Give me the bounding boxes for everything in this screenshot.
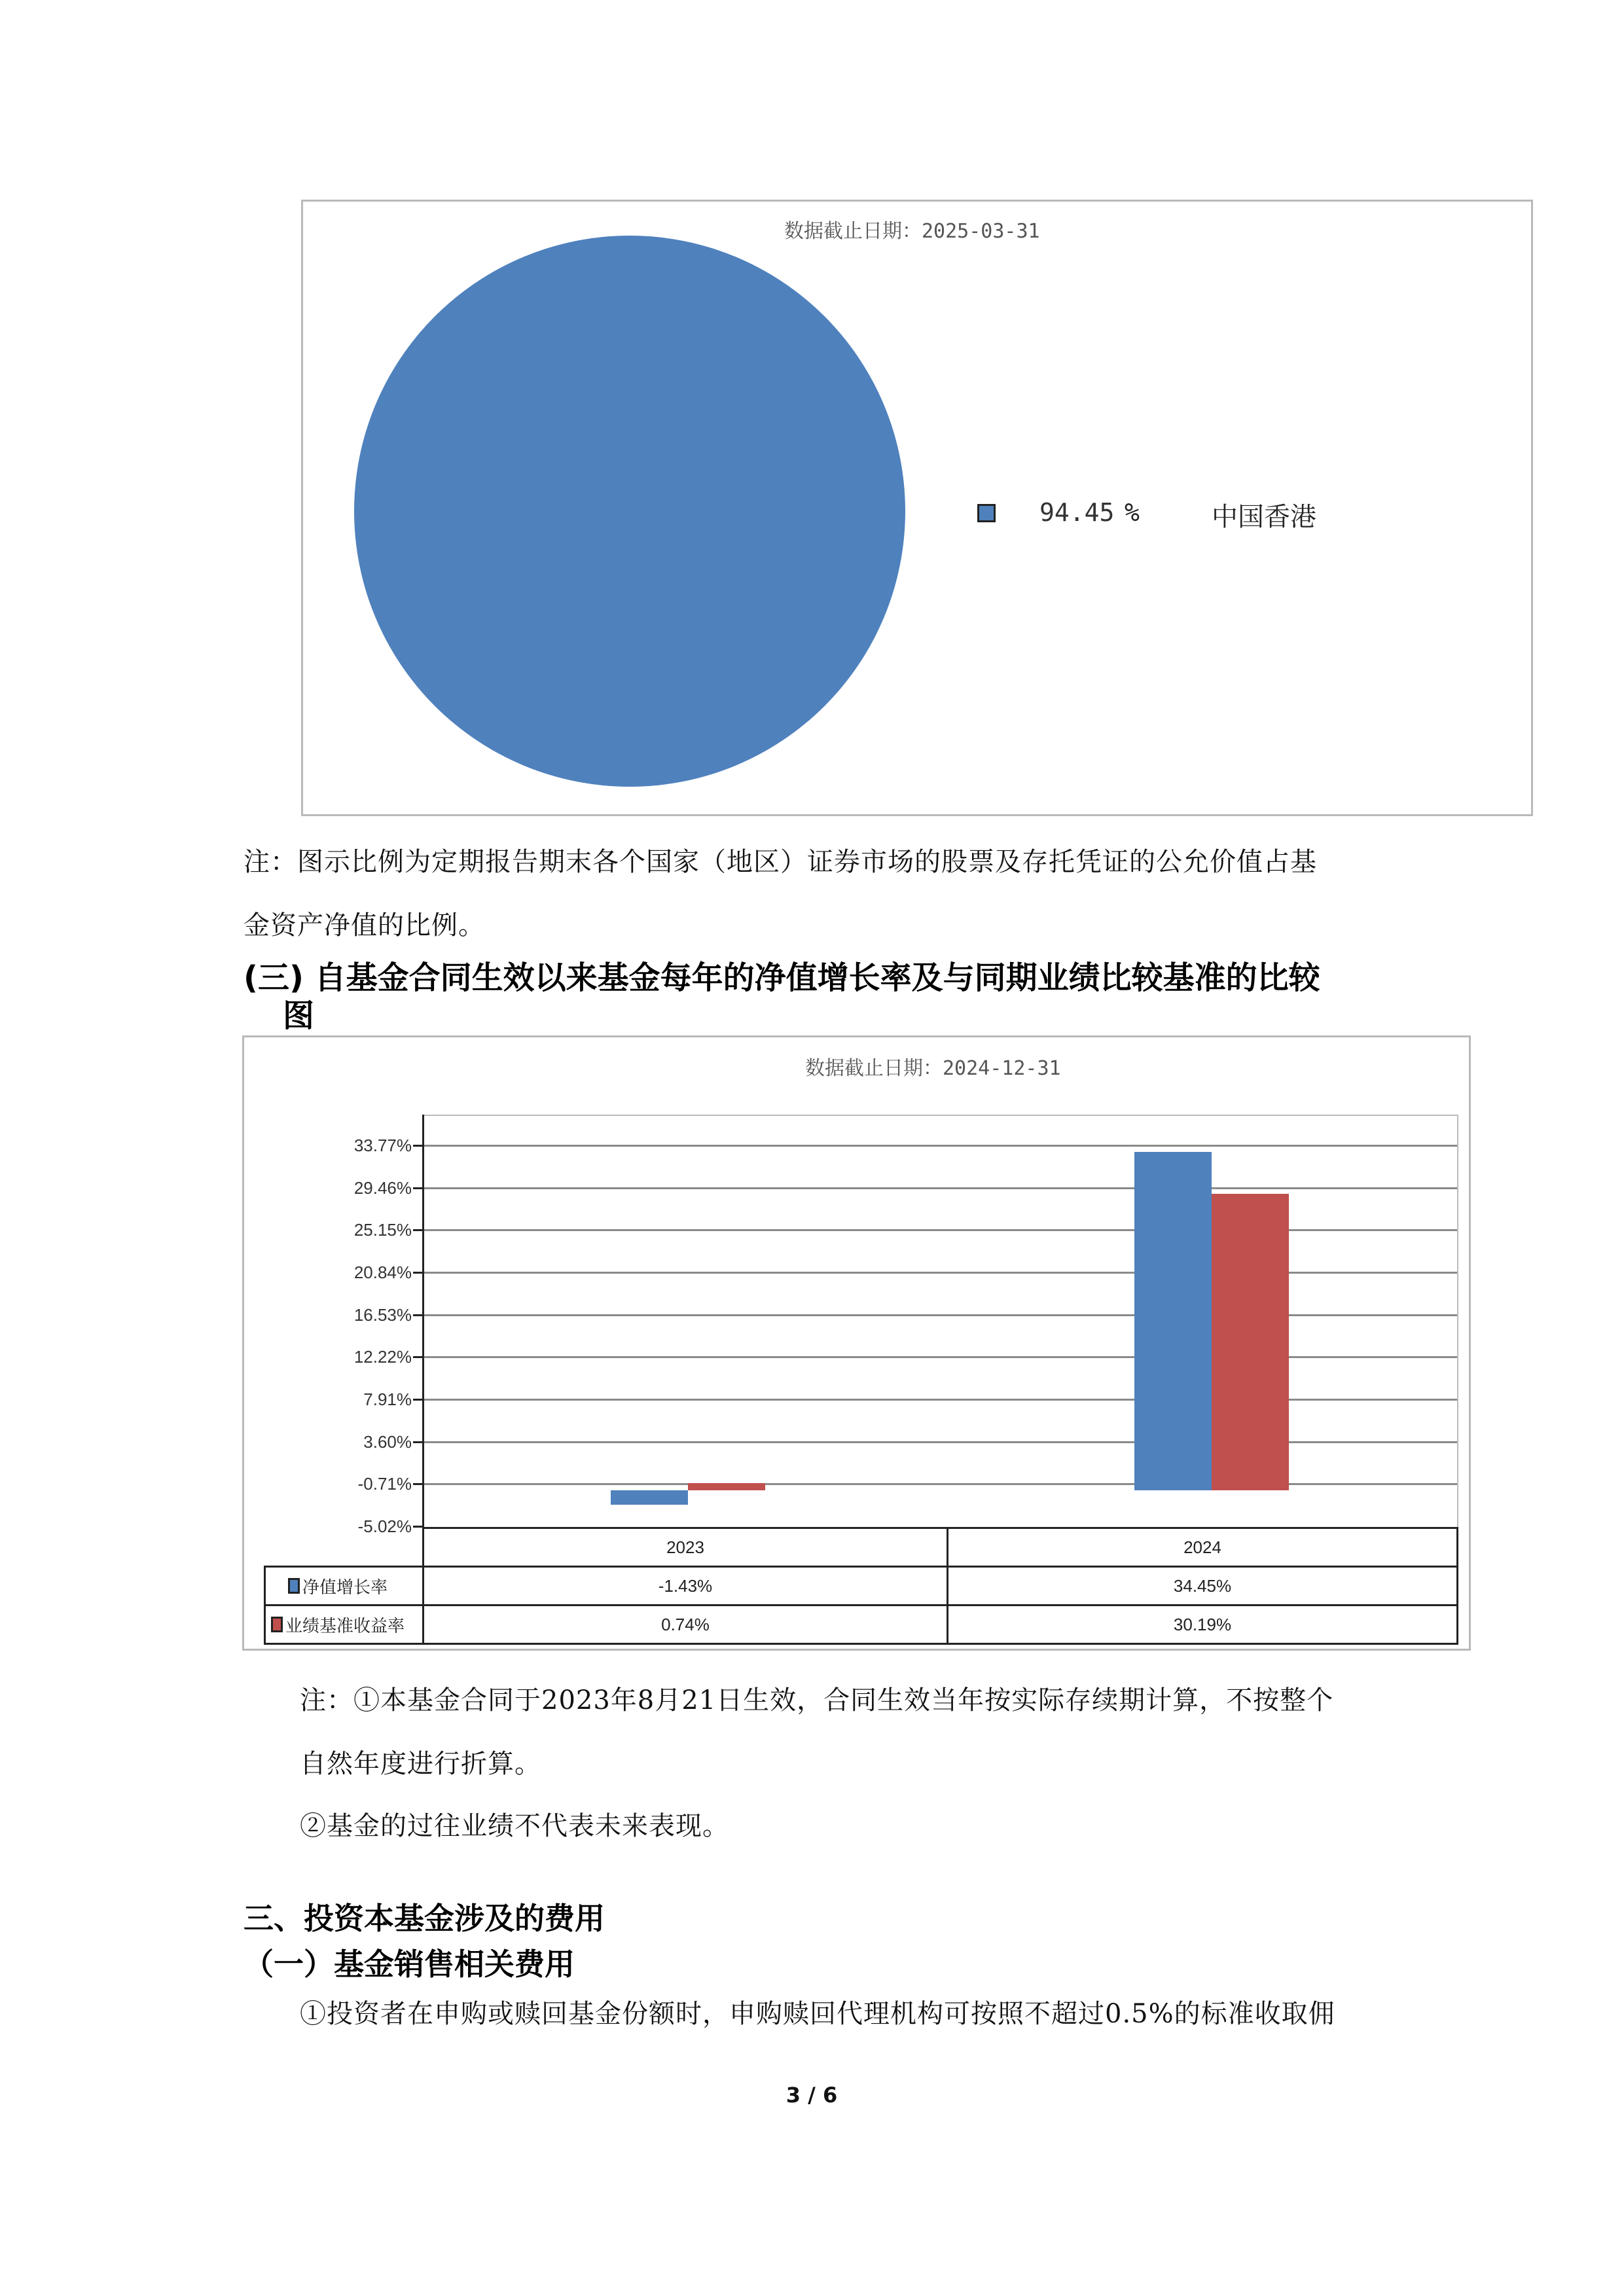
gridline bbox=[424, 1272, 1457, 1274]
legend-label: 中国香港 bbox=[1212, 502, 1316, 532]
y-tick-mark bbox=[413, 1356, 422, 1358]
y-tick-mark bbox=[413, 1272, 422, 1274]
gridline bbox=[424, 1187, 1457, 1189]
table-cell: -1.43% bbox=[422, 1566, 948, 1606]
series-label: 净值增长率 bbox=[302, 1577, 388, 1597]
series-label: 业绩基准收益率 bbox=[285, 1615, 405, 1636]
y-tick-mark bbox=[413, 1187, 422, 1189]
table-header-2024: 2024 bbox=[947, 1527, 1458, 1568]
table-cell: 34.45% bbox=[947, 1566, 1458, 1606]
pie-note-line1: 注：图示比例为定期报告期末各个国家（地区）证券市场的股票及存托凭证的公允价值占基 bbox=[244, 847, 1317, 877]
y-tick-label: 20.84% bbox=[353, 1263, 412, 1282]
plot-top-border bbox=[422, 1115, 1458, 1116]
y-tick-label: -0.71% bbox=[357, 1474, 412, 1494]
y-tick-label: 12.22% bbox=[353, 1347, 412, 1367]
pie-slice-hong-kong bbox=[354, 236, 905, 787]
y-tick-mark bbox=[413, 1441, 422, 1443]
section-3-heading-cont: 图 bbox=[283, 997, 315, 1034]
plot-right-border bbox=[1457, 1115, 1458, 1527]
y-tick-label: 33.77% bbox=[353, 1136, 412, 1155]
bar-note-2: ②基金的过往业绩不代表未来表现。 bbox=[300, 1811, 729, 1841]
gridline bbox=[424, 1399, 1457, 1401]
table-header-2023: 2023 bbox=[422, 1527, 948, 1568]
legend-swatch-hong-kong bbox=[977, 504, 996, 522]
bar-note-1-cont: 自然年度进行折算。 bbox=[300, 1749, 541, 1779]
fees-subheading: （一）基金销售相关费用 bbox=[244, 1946, 575, 1982]
bar-2023-nav-growth bbox=[611, 1490, 688, 1505]
bar-2024-benchmark bbox=[1212, 1194, 1289, 1490]
gridline bbox=[424, 1356, 1457, 1358]
bar-note-1: 注：①本基金合同于2023年8月21日生效，合同生效当年按实际存续期计算，不按整个 bbox=[300, 1685, 1334, 1715]
y-tick-mark bbox=[413, 1526, 422, 1528]
table-cell: 30.19% bbox=[947, 1604, 1458, 1645]
gridline bbox=[424, 1483, 1457, 1485]
page-number: 3 / 6 bbox=[785, 2083, 838, 2108]
series-swatch-benchmark bbox=[271, 1617, 283, 1632]
pie-note-line2: 金资产净值的比例。 bbox=[244, 910, 485, 941]
gridline bbox=[424, 1229, 1457, 1231]
y-tick-label: -5.02% bbox=[357, 1516, 412, 1536]
y-axis bbox=[422, 1115, 424, 1531]
fees-heading: 三、投资本基金涉及的费用 bbox=[244, 1901, 605, 1936]
gridline bbox=[424, 1145, 1457, 1147]
y-tick-label: 29.46% bbox=[353, 1178, 412, 1198]
y-tick-label: 25.15% bbox=[353, 1220, 412, 1240]
y-tick-mark bbox=[413, 1483, 422, 1485]
bar-2023-benchmark bbox=[688, 1483, 765, 1490]
table-row-label-benchmark bbox=[264, 1604, 424, 1645]
y-tick-label: 16.53% bbox=[353, 1305, 412, 1325]
gridline bbox=[424, 1314, 1457, 1316]
legend-percent-sign: % bbox=[1125, 498, 1140, 527]
fees-paragraph: ①投资者在申购或赎回基金份额时，申购赎回代理机构可按照不超过0.5%的标准收取佣 bbox=[300, 1999, 1335, 2029]
table-row-label-nav-growth bbox=[264, 1566, 424, 1606]
section-3-heading: (三) 自基金合同生效以来基金每年的净值增长率及与同期业绩比较基准的比较 bbox=[244, 960, 1320, 996]
pie-chart-frame bbox=[301, 200, 1533, 816]
legend-value: 94.45 bbox=[1039, 498, 1115, 527]
bar-2024-nav-growth bbox=[1134, 1152, 1212, 1490]
gridline bbox=[424, 1441, 1457, 1443]
pie-chart-date-label: 数据截止日期：2025-03-31 bbox=[784, 220, 1040, 243]
series-swatch-nav-growth bbox=[288, 1578, 300, 1594]
y-tick-mark bbox=[413, 1229, 422, 1231]
y-tick-label: 3.60% bbox=[363, 1432, 412, 1452]
y-tick-label: 7.91% bbox=[363, 1390, 412, 1409]
y-tick-mark bbox=[413, 1399, 422, 1401]
table-cell: 0.74% bbox=[422, 1604, 948, 1645]
bar-chart-date-label: 数据截止日期：2024-12-31 bbox=[805, 1057, 1061, 1080]
bar-chart-frame bbox=[242, 1035, 1471, 1651]
y-tick-mark bbox=[413, 1314, 422, 1316]
y-tick-mark bbox=[413, 1145, 422, 1147]
